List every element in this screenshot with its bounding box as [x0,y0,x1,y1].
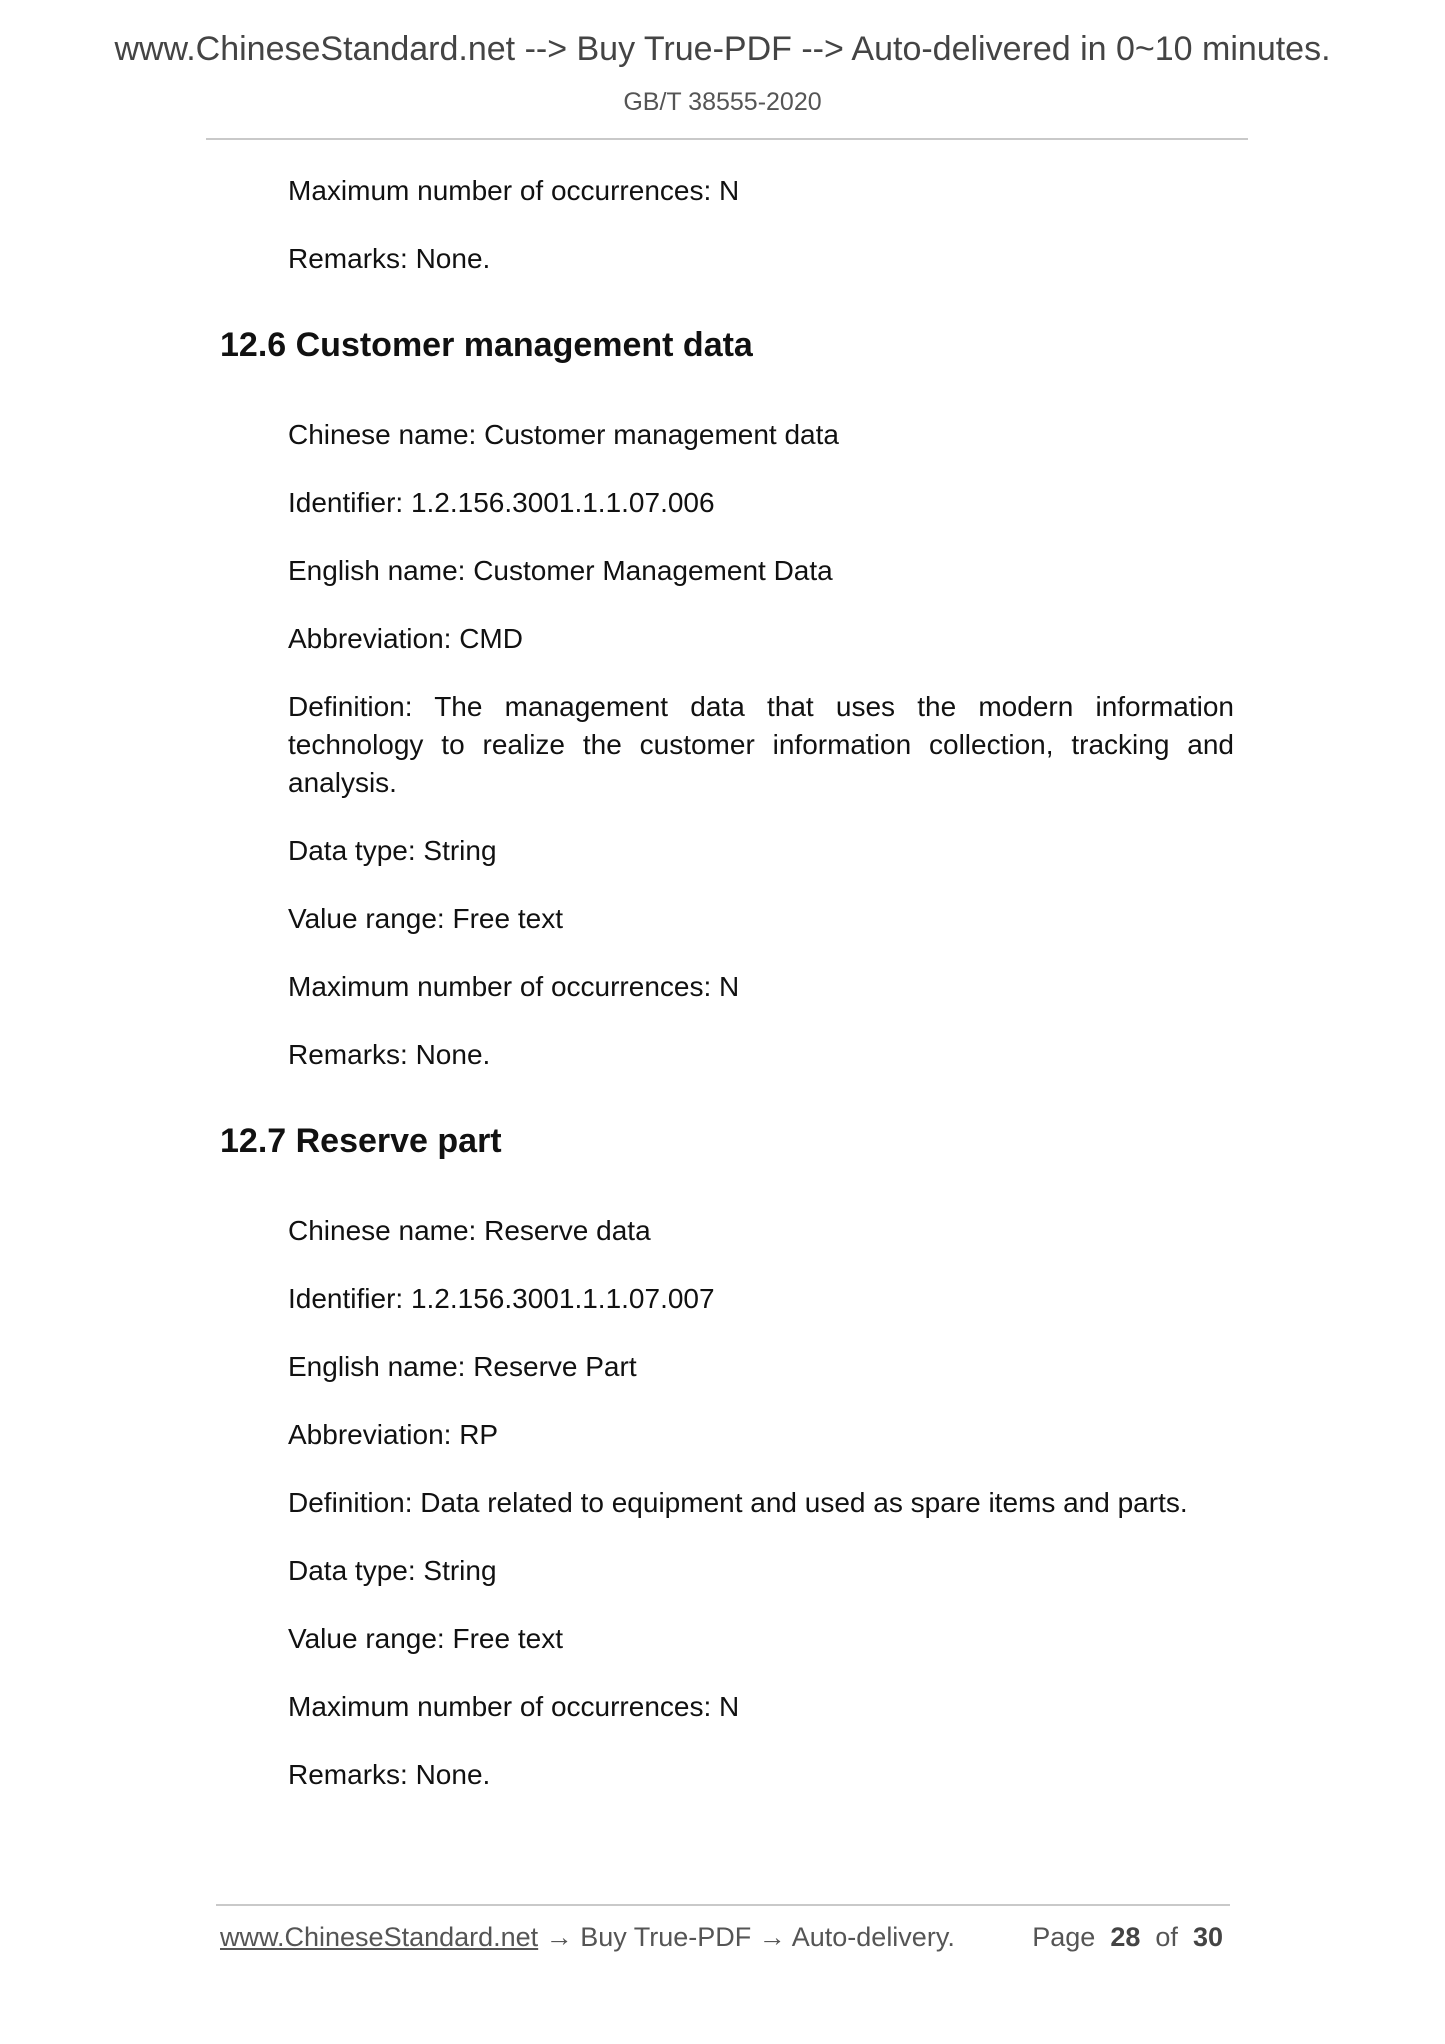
s126-data-type: Data type: String [288,835,497,866]
s127-max-occurrences: Maximum number of occurrences: N [288,1691,740,1722]
page-total: 30 [1192,1922,1223,1952]
footer-tail: → Buy True-PDF → Auto-delivery. [538,1922,955,1952]
intro-remarks: Remarks: None. [288,243,491,274]
s126-english-name: English name: Customer Management Data [288,555,833,586]
s127-english-name: English name: Reserve Part [288,1351,637,1382]
s127-value-range: Value range: Free text [288,1623,563,1654]
top-banner: www.ChineseStandard.net --> Buy True-PDF --> Auto-delivered in 0~10 minutes. [114,30,1331,68]
s126-chinese-name: Chinese name: Customer management data [288,419,839,450]
s126-abbreviation: Abbreviation: CMD [288,623,523,654]
page-label: Page [1032,1922,1096,1952]
s127-identifier: Identifier: 1.2.156.3001.1.1.07.007 [288,1283,715,1314]
section-12-7-heading: 12.7 Reserve part [220,1122,502,1160]
footer-site-link[interactable]: www.ChineseStandard.net [220,1922,539,1952]
s127-chinese-name: Chinese name: Reserve data [288,1215,651,1246]
s126-remarks: Remarks: None. [288,1039,491,1070]
document-code: GB/T 38555-2020 [623,88,822,116]
s127-data-type: Data type: String [288,1555,497,1586]
footer-note [220,1922,955,1953]
s126-value-range: Value range: Free text [288,903,563,934]
header-divider [206,138,1248,140]
section-12-6-heading: 12.6 Customer management data [220,326,753,364]
footer-divider [216,1904,1230,1906]
s126-definition: Definition: The management data that uses the modern information technology to realize the customer information collection, tracking and analysis. [288,691,1234,798]
s126-identifier: Identifier: 1.2.156.3001.1.1.07.006 [288,487,715,518]
page-current: 28 [1110,1922,1141,1952]
page-of: of [1155,1922,1178,1952]
page-indicator [1032,1922,1223,1953]
intro-max-occurrences: Maximum number of occurrences: N [288,175,740,206]
s127-remarks: Remarks: None. [288,1759,491,1790]
s127-abbreviation: Abbreviation: RP [288,1419,499,1450]
s126-max-occurrences: Maximum number of occurrences: N [288,971,740,1002]
s127-definition: Definition: Data related to equipment and used as spare items and parts. [288,1487,1188,1518]
